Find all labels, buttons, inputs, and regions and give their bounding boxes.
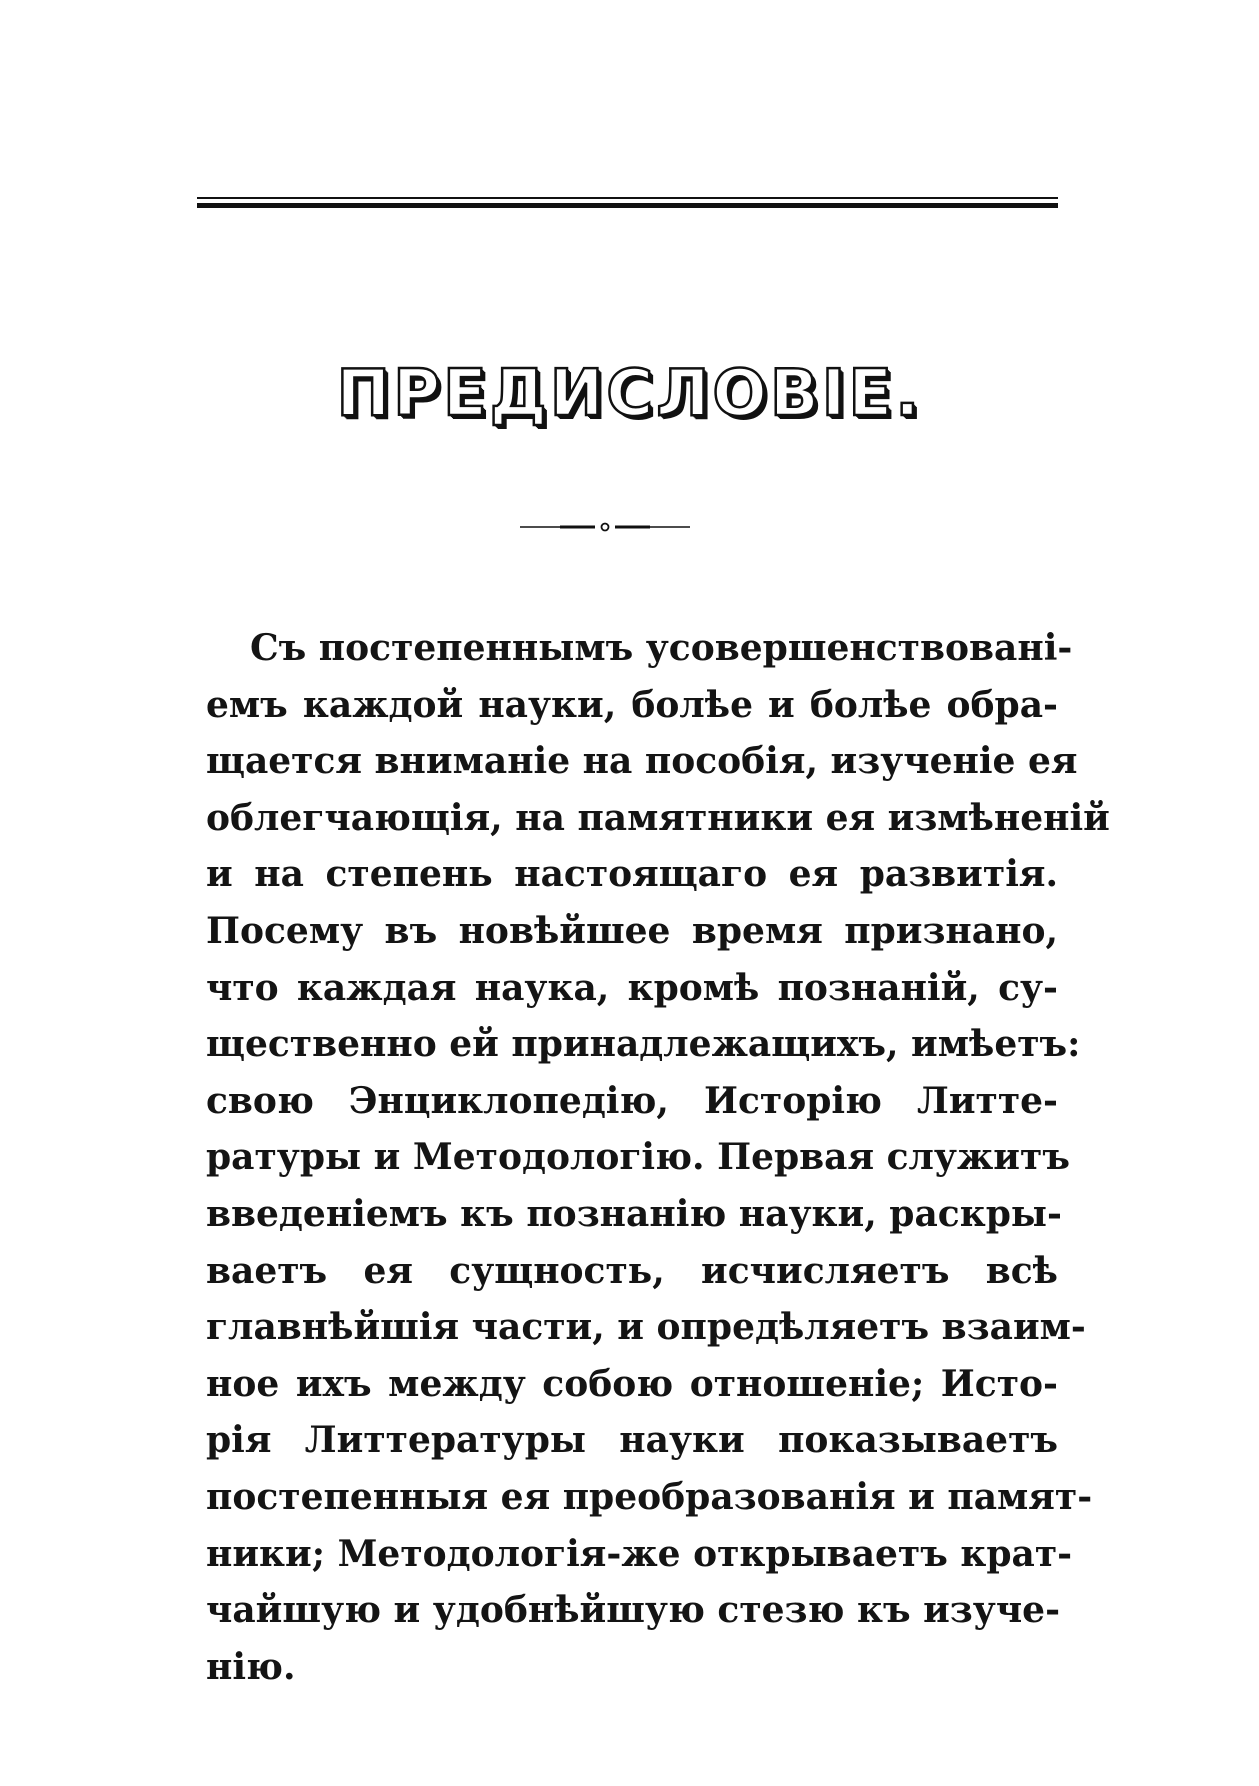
paragraph-line: и на степень настоящаго ея развитія. xyxy=(206,853,1058,896)
paragraph-line: облегчающія, на памятники ея измѣненій xyxy=(206,796,1110,839)
ornament-divider xyxy=(520,522,690,532)
paragraph-line: щается вниманіе на пособія, изученіе ея xyxy=(206,740,1078,783)
top-rule-thin-line xyxy=(197,197,1058,199)
paragraph-line: емъ каждой науки, болѣе и болѣе обра- xyxy=(206,683,1058,726)
paragraph-line: нію. xyxy=(206,1645,296,1688)
page-heading: ПРЕДИСЛОВІЕ. xyxy=(336,357,923,431)
paragraph-line: Посему въ новѣйшее время признано, xyxy=(206,909,1058,952)
paragraph-line: Съ постепеннымъ усовершенствованi- xyxy=(250,627,1073,669)
paragraph-line: ное ихъ между собою отношеніе; Исто- xyxy=(206,1362,1058,1405)
top-rule-thick-line xyxy=(197,203,1058,208)
paragraph-line: ратуры и Методологію. Первая служитъ xyxy=(206,1136,1070,1179)
paragraph-line: щественно ей принадлежащихъ, имѣетъ: xyxy=(206,1023,1081,1066)
paragraph-line: свою Энциклопедію, Исторію Литте- xyxy=(206,1079,1058,1122)
ornament-divider-icon xyxy=(520,522,690,532)
paragraph-line: главнѣйшія части, и опредѣляетъ взаим- xyxy=(206,1306,1086,1349)
top-double-rule xyxy=(197,197,1058,210)
paragraph-line: чайшую и удобнѣйшую стезю къ изуче- xyxy=(206,1589,1061,1632)
paragraph-line: постепенныя ея преобразованія и памят- xyxy=(206,1475,1093,1518)
paragraph-line: что каждая наука, кромѣ познаній, су- xyxy=(206,966,1058,1009)
paragraph-line: ваетъ ея сущность, исчисляетъ всѣ xyxy=(206,1249,1058,1292)
paragraph-line: рія Литтературы науки показываетъ xyxy=(206,1419,1058,1462)
paragraph-line: ники; Методологія-же открываетъ крат- xyxy=(206,1532,1073,1575)
body-paragraph xyxy=(206,620,1110,1695)
paragraph-line: введеніемъ къ познанію науки, раскры- xyxy=(206,1192,1062,1235)
